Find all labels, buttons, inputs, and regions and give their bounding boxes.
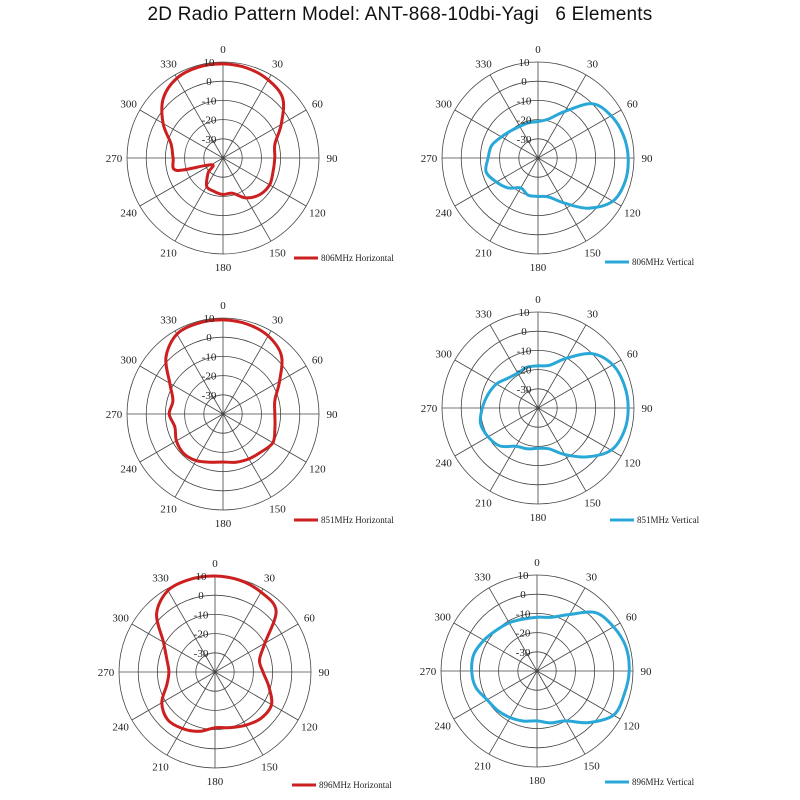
radial-tick-label: -20	[193, 628, 209, 641]
angle-tick-label: 330	[475, 58, 492, 71]
angle-tick-label: 240	[112, 721, 129, 734]
radial-tick-label: -20	[516, 114, 532, 127]
angle-tick-label: 300	[435, 348, 452, 361]
radial-tick-label: 10	[517, 570, 529, 582]
angle-tick-label: 300	[434, 611, 451, 624]
radial-tick-label: -10	[201, 351, 217, 364]
angle-tick-label: 90	[318, 667, 330, 679]
radial-tick-label: -10	[515, 608, 531, 621]
angle-tick-label: 150	[269, 247, 286, 260]
angle-tick-label: 180	[214, 262, 232, 274]
grid-spoke	[538, 158, 586, 241]
angle-tick-label: 330	[152, 572, 169, 585]
grid-spoke	[223, 414, 271, 497]
angle-tick-label: 0	[535, 294, 541, 306]
radial-tick-label: 0	[206, 332, 212, 345]
angle-tick-label: 150	[584, 497, 601, 510]
grid-spoke	[538, 360, 621, 408]
angle-tick-label: 60	[311, 98, 323, 111]
grid-spoke	[223, 75, 271, 158]
radial-tick-label: -30	[201, 389, 217, 402]
radial-tick-label: 0	[198, 590, 204, 603]
angle-tick-label: 60	[311, 354, 323, 367]
angle-tick-label: 210	[160, 247, 177, 260]
radial-tick-label: -20	[515, 627, 531, 640]
angle-tick-label: 60	[626, 348, 638, 361]
angle-tick-label: 270	[105, 409, 123, 421]
angle-tick-label: 120	[309, 207, 326, 220]
angle-tick-label: 240	[434, 720, 451, 733]
angle-tick-label: 30	[264, 572, 275, 585]
radial-tick-label: -10	[201, 95, 217, 108]
angle-tick-label: 270	[420, 403, 438, 415]
radial-tick-label: -30	[516, 383, 532, 396]
angle-tick-label: 120	[624, 207, 641, 220]
angle-tick-label: 120	[624, 457, 641, 470]
grid-spoke	[132, 672, 215, 720]
angle-tick-label: 180	[529, 262, 547, 274]
angle-tick-label: 90	[641, 403, 653, 415]
angle-tick-label: 150	[269, 503, 286, 516]
angle-tick-label: 300	[120, 354, 137, 367]
angle-tick-label: 240	[435, 457, 452, 470]
grid-spoke	[167, 672, 215, 755]
radial-tick-label: -20	[516, 364, 532, 377]
grid-spoke	[454, 671, 537, 719]
angle-tick-label: 270	[97, 667, 115, 679]
radial-tick-label: 10	[195, 571, 207, 583]
angle-tick-label: 330	[160, 314, 177, 327]
angle-tick-label: 60	[626, 98, 638, 111]
angle-tick-label: 120	[301, 721, 318, 734]
angle-tick-label: 90	[326, 153, 338, 165]
radial-tick-label: 0	[206, 76, 212, 89]
grid-spoke	[537, 671, 585, 754]
angle-tick-label: 0	[535, 44, 541, 56]
angle-tick-label: 120	[623, 720, 640, 733]
polar-chart-1	[106, 44, 394, 274]
angle-tick-label: 30	[587, 58, 598, 71]
grid-spoke	[215, 624, 298, 672]
polar-chart-3	[106, 300, 394, 530]
radial-tick-label: -30	[193, 647, 209, 660]
legend-label: 851MHz Vertical	[637, 515, 700, 525]
angle-tick-label: 180	[214, 518, 232, 530]
angle-tick-label: 150	[584, 247, 601, 260]
angle-tick-label: 300	[435, 98, 452, 111]
grid-spoke	[175, 414, 223, 497]
angle-tick-label: 150	[583, 760, 600, 773]
polar-chart-4	[421, 294, 700, 525]
radial-tick-label: 0	[521, 76, 527, 89]
radial-tick-label: -20	[201, 114, 217, 127]
angle-tick-label: 0	[220, 44, 226, 56]
grid-spoke	[538, 75, 586, 158]
angle-tick-label: 240	[120, 463, 137, 476]
angle-tick-label: 30	[272, 314, 283, 327]
angle-tick-label: 210	[152, 761, 169, 774]
grid-spoke	[223, 366, 306, 414]
angle-tick-label: 240	[120, 207, 137, 220]
angle-tick-label: 240	[435, 207, 452, 220]
angle-tick-label: 330	[160, 58, 177, 71]
angle-tick-label: 270	[105, 153, 123, 165]
page-title: 2D Radio Pattern Model: ANT-868-10dbi-Yagi 6 Elements	[147, 4, 653, 25]
angle-tick-label: 0	[220, 300, 226, 312]
angle-tick-label: 120	[309, 463, 326, 476]
angle-tick-label: 180	[529, 512, 547, 524]
grid-spoke	[223, 331, 271, 414]
radial-tick-label: -10	[516, 345, 532, 358]
legend-label: 896MHz Horizontal	[319, 780, 392, 790]
angle-tick-label: 270	[419, 666, 437, 678]
legend-label: 896MHz Vertical	[632, 777, 695, 787]
radial-tick-label: -10	[193, 609, 209, 622]
radial-tick-label: 10	[518, 57, 530, 69]
polar-chart-5	[98, 558, 392, 790]
pattern-line	[157, 576, 277, 731]
angle-tick-label: 210	[160, 503, 177, 516]
grid-spoke	[215, 672, 298, 720]
polar-chart-2	[421, 44, 695, 274]
legend-label: 806MHz Horizontal	[321, 253, 394, 263]
grid-spoke	[537, 671, 620, 719]
radial-tick-label: 10	[518, 307, 530, 319]
grid-spoke	[489, 671, 537, 754]
angle-tick-label: 0	[212, 558, 218, 570]
grid-spoke	[490, 158, 538, 241]
radial-tick-label: 0	[520, 589, 526, 602]
legend-label: 851MHz Horizontal	[321, 515, 394, 525]
angle-tick-label: 300	[112, 612, 129, 625]
legend-label: 806MHz Vertical	[632, 257, 695, 267]
angle-tick-label: 270	[420, 153, 438, 165]
radial-tick-label: -30	[515, 646, 531, 659]
angle-tick-label: 60	[625, 611, 637, 624]
angle-tick-label: 30	[587, 308, 598, 321]
angle-tick-label: 330	[474, 571, 491, 584]
angle-tick-label: 0	[534, 557, 540, 569]
grid-spoke	[537, 588, 585, 671]
grid-spoke	[223, 158, 271, 241]
grid-spoke	[537, 623, 620, 671]
grid-spoke	[223, 414, 306, 462]
grid-spoke	[223, 158, 306, 206]
angle-tick-label: 300	[120, 98, 137, 111]
radial-tick-label: 10	[203, 57, 215, 69]
angle-tick-label: 180	[206, 776, 224, 788]
radial-tick-label: -20	[201, 370, 217, 383]
radial-tick-label: 10	[203, 313, 215, 325]
angle-tick-label: 60	[303, 612, 315, 625]
polar-chart-6	[420, 557, 695, 787]
grid-spoke	[140, 414, 223, 462]
angle-tick-label: 30	[272, 58, 283, 71]
grid-spoke	[223, 110, 306, 158]
grid-spoke	[215, 589, 263, 672]
angle-tick-label: 330	[475, 308, 492, 321]
radial-tick-label: -10	[516, 95, 532, 108]
angle-tick-label: 90	[326, 409, 338, 421]
angle-tick-label: 210	[475, 247, 492, 260]
angle-tick-label: 210	[475, 497, 492, 510]
grid-spoke	[215, 672, 263, 755]
angle-tick-label: 90	[641, 153, 653, 165]
radial-tick-label: -30	[201, 133, 217, 146]
radial-tick-label: 0	[521, 326, 527, 339]
angle-tick-label: 180	[528, 775, 546, 787]
radial-tick-label: -30	[516, 133, 532, 146]
angle-tick-label: 210	[474, 760, 491, 773]
angle-tick-label: 30	[586, 571, 597, 584]
angle-tick-label: 150	[261, 761, 278, 774]
angle-tick-label: 90	[640, 666, 652, 678]
